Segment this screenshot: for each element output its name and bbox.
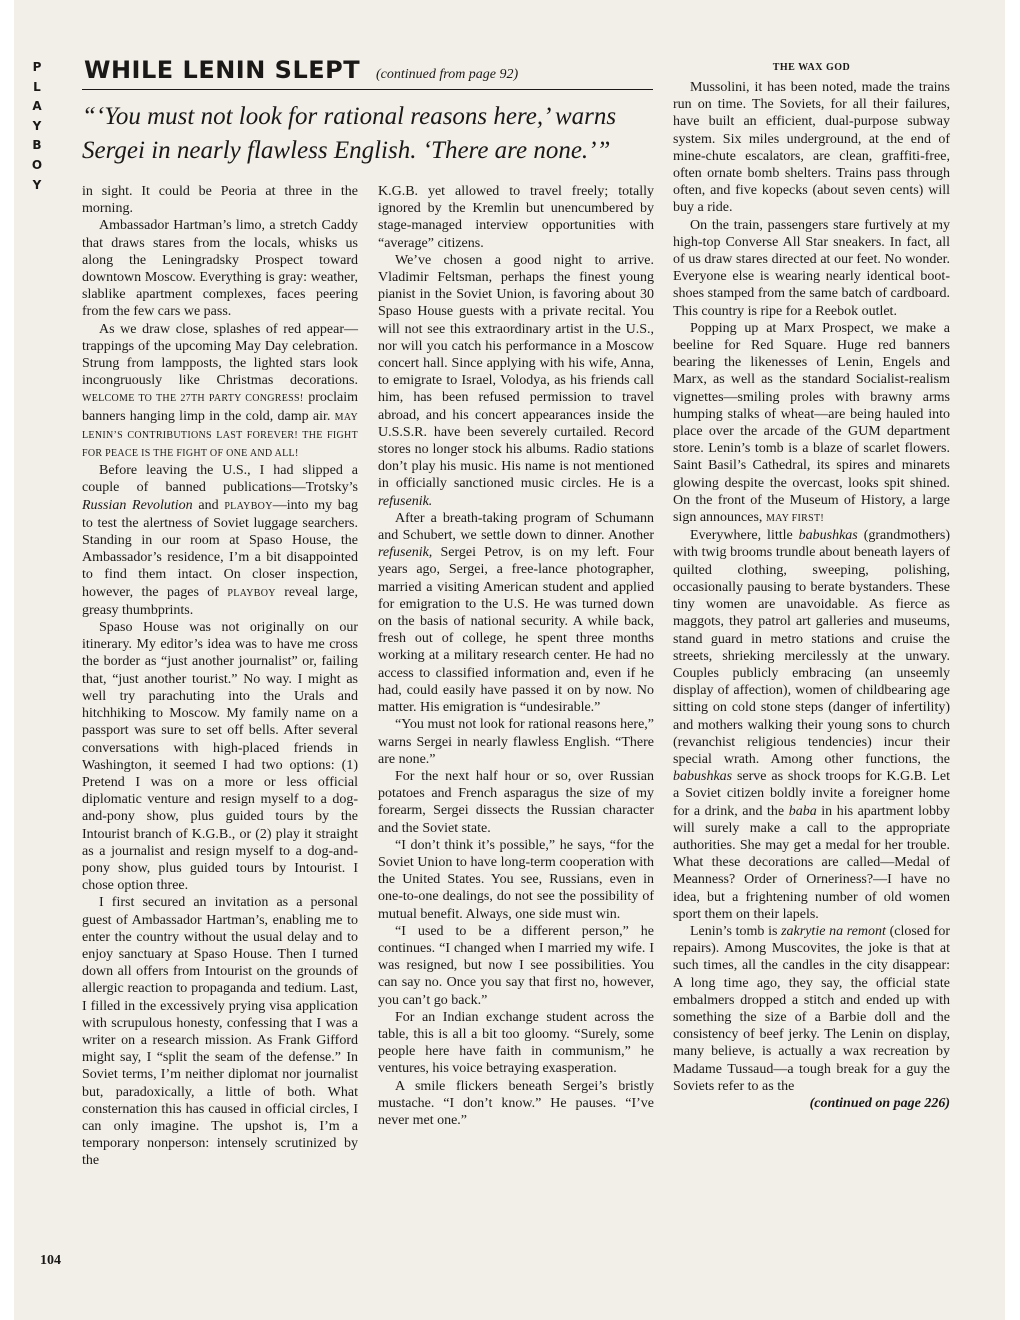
paragraph: Mussolini, it has been noted, made the trains run on time. The Soviets, for all their failures, have built an efficient, dual-purpose subway system. Six miles underground, at the end of mine-chute escalators, are clean, graffiti-free, often ornate bomb shelters. Trains pass through often, and five kopecks (about seven cents) will buy a ride.: [673, 80, 950, 216]
spine-letter: Y: [32, 118, 42, 133]
spine-letter: A: [32, 99, 42, 114]
text-run: We’ve chosen a good night to arrive. Vladimir Feltsman, perhaps the finest young pianist in the Soviet Union, is favoring about 30 Spaso House guests with a private recital. You will not see this extraordinary artist in the U.S., nor will you catch his performance in a Moscow concert hall. Since applying with his wife, Anna, to emigrate to Israel, Volodya, as his friends call him, has been refused permission to travel abroad, and his concert appearances inside the U.S.S.R. have been severely curtailed. Record stores no longer stock his albums. Radio stations don’t play his music. His name is not mentioned in officially sanctioned music circles. He is a: [378, 252, 654, 492]
spine-letter: B: [32, 138, 42, 153]
spine-letter: P: [32, 60, 42, 74]
paragraph: [673, 527, 950, 923]
continued-on-note: (continued on page 226): [809, 1095, 950, 1111]
text-column-3: [673, 79, 950, 1112]
italic-term: babushkas: [798, 528, 858, 544]
paragraph: in sight. It could be Peoria at three in the morning.: [82, 184, 358, 217]
spine-letter: O: [31, 157, 43, 172]
paragraph: Spaso House was not originally on our itinerary. My editor’s idea was to have me cross the border as “just another journalist” or, failing that, “just another tourist.” No way. I might as well try parachuting into the Urals and hitchhiking to Moscow. My family name on a passport was sure to set off bells. After several conversations with high-placed friends in Washington, it seemed I had two options: (1) Pretend I was on a more or less official diplomatic venture and resign myself to a dog-and-pony show, plus guided tours by the Intourist branch of K.G.B., or (2) play it straight as a journalist and resign myself to a dog-and-pony show, plus guided tours by Intourist. I chose option three.: [82, 620, 358, 894]
text-run: reveal large, greasy thumbprints.: [82, 584, 359, 618]
banner-slogan: MAY LENIN’S CONTRIBUTIONS LAST FOREVER! THE FIGHT FOR PEACE IS THE FIGHT OF ONE AND ALL!: [82, 411, 358, 460]
paragraph: Ambassador Hartman’s limo, a stretch Caddy that draws stares from the locals, whisks us along the Leningradsky Prospect toward downtown Moscow. Everything is gray: weather, slablike apartment complexes, faces peering from the few cars we pass.: [82, 218, 358, 320]
text-run: Before leaving the U.S., I had slipped a couple of banned publications—Trotsky’s: [82, 463, 358, 496]
text-run: As we draw close, splashes of red appear—trappings of the upcoming May Day celebration. Strung from lampposts, the lighted stars look incongruously like Christmas decorations.: [82, 321, 358, 389]
text-run: (grandmothers) with twig brooms trundle about beneath layers of quilted clothing, sweeping, polishing, occasionally pausing to berate bystanders. These tiny women are unavoidable. As fierce as maggots, they patrol art galleries and museums, stand guard in metro stations and cruise the streets, shrieking mercilessly at the unwary. Couples publicly embracing (an unseemly display of affection), women of childbearing age sitting on cold stone steps (danger of infertility) and mothers walking their young sons to church (revanchist religious tendencies) incur their special wrath. Among other functions, the: [673, 528, 950, 767]
text-run: Lenin’s tomb is: [690, 923, 778, 939]
text-run: (closed for repairs). Among Muscovites, the joke is that at such times, all the candles in the city disappear: A long time ago, they say, the official state embalmers dropped a stitch and ended up with something the size of a Barbie doll and the consistency of beef jerky. The Lenin on display, many believe, is actually a wax recreation by Madame Tussaud—a tough break for a guy the Soviets refer to as the: [673, 923, 950, 1094]
text-run: Everywhere, little: [690, 528, 793, 544]
paragraph: [82, 462, 358, 619]
italic-term: baba: [788, 803, 817, 819]
text-run: After a breath-taking program of Schumann and Schubert, we settle down to dinner. Another: [378, 510, 654, 544]
text-run: in his apartment lobby will surely make a call to the appropriate authorities. She may get a medal for her trouble. What these decorations are called—Medal of Meanness? Order of Orneriness?—I have no idea, but a frightening number of old women sport them on their lapels.: [673, 803, 951, 922]
text-column-2: [378, 183, 654, 1129]
paragraph: [378, 252, 654, 510]
text-run: Sergei Petrov, is on my left. Four years ago, Sergei, a free-lance photographer, married a visiting American student and applied for emigration to the U.S. He was turned down on the basis of national security. A while back, fresh out of college, he spent three months working at a military research center. He had no access to classified information and, even if he had, could easily have passed it on by now. No matter. His emigration is “undesirable.”: [378, 545, 654, 716]
continued-from-note: (continued from page 92): [376, 67, 519, 82]
article-title: WHILE LENIN SLEPT: [84, 56, 361, 84]
paragraph: For the next half hour or so, over Russian potatoes and French asparagus the size of my forearm, Sergei dissects the Russian character and the Soviet state.: [378, 768, 654, 836]
italic-term: zakrytie na remont: [781, 923, 886, 939]
text-run: proclaim banners hanging limp in the cold, damp air.: [82, 390, 358, 424]
magazine-name: PLAYBOY: [224, 500, 273, 512]
text-run: serve as shock troops for K.G.B. Let a Soviet citizen boldly invite a foreigner home for a drink, and the: [673, 769, 951, 819]
italic-term: refusenik.: [378, 493, 433, 509]
banner-slogan: WELCOME TO THE 27TH PARTY CONGRESS!: [82, 393, 304, 405]
magazine-name: PLAYBOY: [227, 587, 276, 599]
paragraph: “I don’t think it’s possible,” he says, “for the Soviet Union to have long-term cooperation with the United States. You see, Russians, even in one-to-one dealings, do not see the possibility of mutual benefit. Always, one side must win.: [378, 837, 654, 922]
italic-term: refusenik,: [378, 545, 433, 561]
book-title: Russian Revolution: [82, 497, 193, 513]
paragraph: [673, 320, 950, 527]
paragraph: “You must not look for rational reasons here,” warns Sergei in nearly flawless English. “There are none.”: [378, 717, 654, 767]
text-run: —into my bag to test the alertness of Soviet luggage searchers. Standing in our room at Spaso House, the Ambassador’s residence, I’m a bit disappointed to find them intact. On closer inspection, however, the pages of: [82, 497, 359, 600]
text-run: and: [198, 497, 219, 513]
italic-term: babushkas: [673, 769, 733, 785]
paragraph: “I used to be a different person,” he continues. “I changed when I married my wife. I was resigned, but now I see possibilities. You can say no. Once you say that first no, however, you can’t go back.”: [378, 923, 654, 1008]
title-rule: [82, 89, 653, 90]
text-run: Popping up at Marx Prospect, we make a beeline for Red Square. Huge red banners bearing the likenesses of Lenin, Engels and Marx, as well as the standard Socialist-realism vignettes—smiling proles with brawny arms humping stalks of wheat—are being hauled into place over the arcade of the GUM department store. Lenin’s tomb is a blaze of scarlet flowers. Saint Basil’s Cathedral, its spires and minarets glowing despite the overcast, looks spit shined. On the front of the Museum of History, a large sign announces,: [673, 320, 950, 526]
paragraph: [378, 510, 654, 716]
paragraph: K.G.B. yet allowed to travel freely; totally ignored by the Kremlin but unencumbered by stage-managed interview opportunities with “average” citizens.: [378, 184, 654, 251]
paragraph: On the train, passengers stare furtively at my high-top Converse All Star sneakers. In fact, all of us draw stares directed at our feet. No wonder. Everyone else is wearing nearly identical boot-shoes stamped from the same batch of cardboard. This country is ripe for a Reebok outlet.: [673, 217, 950, 319]
running-head: THE WAX GOD: [772, 62, 851, 73]
paragraph: I first secured an invitation as a personal guest of Ambassador Hartman’s, enabling me to enter the country without the usual delay and to enjoy sanctuary at Spaso House. Then I turned down all offers from Intourist on the grounds of allergic reaction to propaganda and tedium. Last, I filled in the excessively prying visa application with scrupulous honesty, confessing that I was a writer on a research mission. As Frank Gifford might say, I “split the seam of the defense.” In Soviet terms, I’m neither diplomat nor journalist but, paradoxically, a little of both. What consternation this has caused in official circles, I can only imagine. The upshot is, I’m a temporary nonperson: intensely scrutinized by the: [82, 895, 358, 1169]
spine-letter: L: [33, 79, 41, 94]
spine-letter: Y: [32, 177, 42, 192]
pull-quote: “‘You must not look for rational reasons here,’ warns Sergei in nearly flawless English. ‘There are none.’”: [82, 103, 617, 164]
paragraph: [82, 321, 358, 463]
paragraph: [673, 923, 950, 1095]
sign-text: MAY FIRST!: [765, 513, 825, 525]
paragraph: A smile flickers beneath Sergei’s bristly mustache. “I don’t know.” He pauses. “I’ve never met one.”: [378, 1078, 654, 1128]
text-column-1: [82, 183, 358, 1170]
page-number: 104: [40, 1253, 61, 1268]
magazine-spine-logo: [27, 58, 47, 195]
paragraph: For an Indian exchange student across the table, this is all a bit too gloomy. “Surely, some people here have faith in communism,” he ventures, his voice betraying exasperation.: [378, 1009, 654, 1077]
